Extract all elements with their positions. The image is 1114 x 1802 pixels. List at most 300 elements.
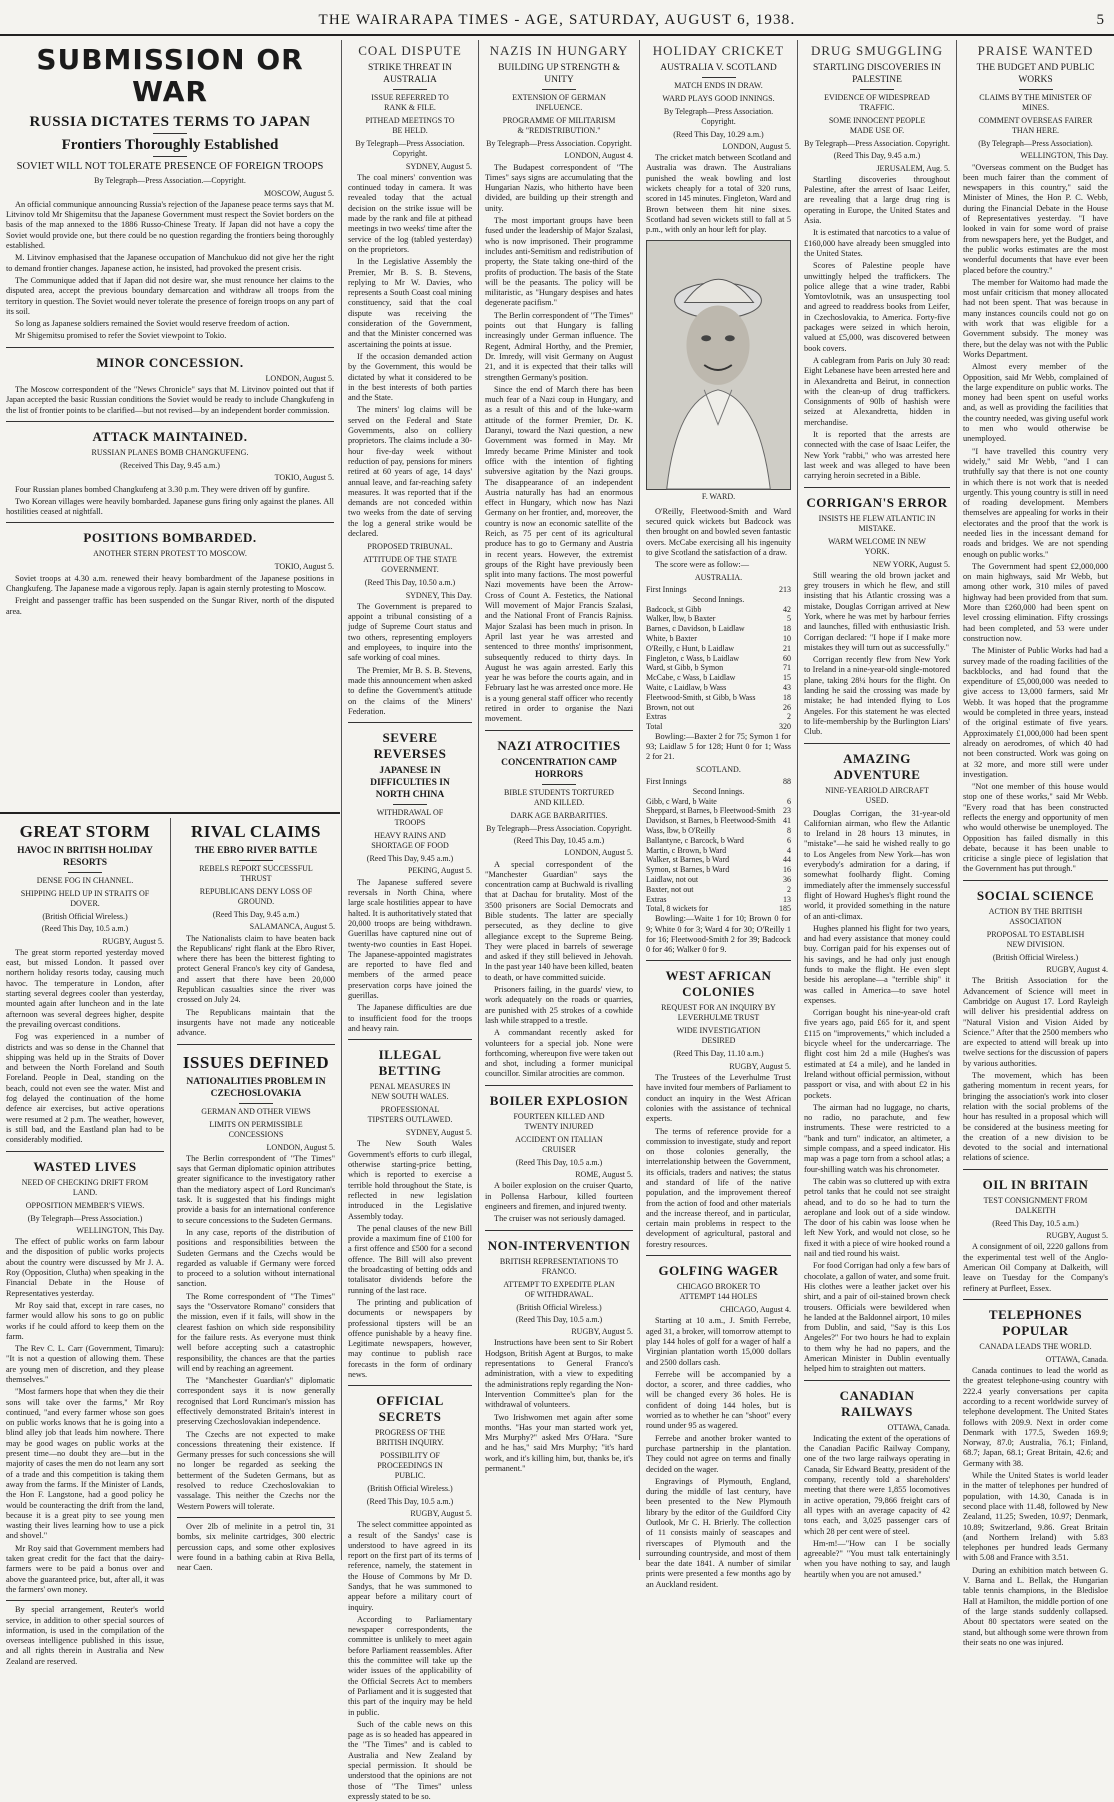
paragraph: Hughes planned his flight for two years, and had every assistance that money could buy. Corrigan paid for his expenses out of his savings, and he had only just enough funds to make the flight. He even slept beside his aeroplane—a "terrible ship" it was called in America—to save hotel expenses. [804, 923, 950, 1005]
paragraph: A special correspondent of the "Manchester Guardian" says the concentration camp at Buchwald is rivalling that at Dachau for brutality. Most of the 3500 prisoners are Social Democrats and Bible students. The latter are specially persecuted, as they decline to give allegiance except to the Supreme Being. They were placed in barrels of sewerage and asked if they still believed in Jehovah. In the past year 140 have been killed, beaten to death, or have committed suicide. [485, 859, 633, 982]
deck: WIDE INVESTIGATION DESIRED [676, 1026, 761, 1046]
paragraph: Mr Roy said that Government members had taken great credit for the fact that the dairy-farmers were to be paid a bonus over and above the guaranteed price, but, after all, it was the farmers' own money. [6, 1543, 164, 1594]
paragraph: Four Russian planes bombed Changkufeng at 3.30 p.m. They were driven off by gunfire. [15, 484, 310, 494]
batsman: Gibb, c Ward, b Waite [646, 796, 717, 806]
deck: SOVIET WILL NOT TOLERATE PRESENCE OF FOREIGN TROOPS [16, 161, 324, 173]
received: (Reed This Day, 10.45 a.m.) [513, 835, 605, 845]
deck: WARD PLAYS GOOD INNINGS. [662, 94, 775, 103]
paragraph: A commandant recently asked for volunteers for a special job. None were forthcoming, whereupon five were taken out and shot, including a former municipal councillor. Similar atrocities are common. [485, 1028, 633, 1079]
dateline: OTTAWA, Canada. [887, 1422, 950, 1432]
photo-cricketer [646, 240, 791, 490]
byline: By Telegraph—Press Association.—Copyright. [94, 176, 246, 186]
table-row [646, 836, 791, 846]
runs: 60 [783, 653, 791, 663]
dateline: LONDON, August 5. [265, 373, 334, 383]
table-row [646, 806, 791, 816]
batsman: Waite, c Laidlaw, b Wass [646, 682, 727, 692]
deck: RUSSIAN PLANES BOMB CHANGKUFENG. [91, 447, 249, 457]
table-row [646, 634, 791, 644]
paragraph: Over 2lb of melinite in a petrol tin, 31 bombs, six melinite cartridges, 300 electric percussion caps, and some other explosives were found in a bathing cabin at Riva Bella, near Caen. [177, 1521, 335, 1573]
headline: BOILER EXPLOSION [489, 1092, 629, 1108]
deck: REPUBLICANS DENY LOSS OF GROUND. [199, 887, 313, 906]
paragraph: The Premier, Mr B. S. B. Stevens, made this announcement when asked to define the Government's attitude on the claims of the Miners' Federation. [348, 665, 472, 716]
received: (Reed This Day, 10.5 a.m.) [515, 1314, 603, 1324]
headline: AMAZING ADVENTURE [833, 750, 921, 782]
paragraph: It is reported that the arrests are connected with the case of Isaac Leifer, the New York "rabbi," who was arrested here last week and was alleged to have been carrying heroin secreted in a Bible. [804, 430, 950, 481]
batsman: Ward, st Gibb, b Symon [646, 663, 724, 673]
dateline: JERUSALEM, Aug. 5. [876, 163, 950, 173]
paragraph: Ferrebe and another broker wanted to purchase partnership in the plantation. They could not agree on terms and finally decided on the wager. [646, 1433, 791, 1474]
innings-heading: Second Innings. [692, 786, 745, 796]
batsman: Baxter, not out [646, 884, 694, 894]
batsman: Fleetwood-Smith, st Gibb, b Wass [646, 692, 756, 702]
table-row [646, 605, 791, 615]
paragraph: "Overseas comment on the Budget has been much fairer than the comment of newspapers in this country," said the Minister of Mines, the Hon P. C. Webb, during the Financial Debate in the House of Representatives yesterday. "I have looked in vain for some word of praise from newspapers here, yet the Budget, and the public works estimates are the most wonderful documents that have ever been placed before the country." [963, 162, 1108, 275]
dateline: OTTAWA, Canada. [1045, 1354, 1108, 1364]
story-official-secrets [348, 1385, 472, 1802]
runs: 36 [783, 875, 791, 885]
headline: OIL IN BRITAIN [982, 1176, 1089, 1192]
batsman: Martin, c Brown, b Ward [646, 845, 727, 855]
deck: REBELS REPORT SUCCESSFUL THRUST [199, 864, 313, 883]
deck: TEST CONSIGNMENT FROM DALKEITH [983, 1195, 1088, 1215]
story-attack-maintained [6, 421, 334, 517]
table-row [646, 722, 791, 732]
dateline: WELLINGTON, This Day. [76, 1225, 164, 1235]
headline: WEST AFRICAN COLONIES [665, 968, 772, 1000]
total-value: 320 [779, 722, 791, 732]
deck: BUILDING UP STRENGTH & UNITY [498, 63, 620, 85]
page-number: 5 [1096, 12, 1104, 28]
paragraph: "Most farmers hope that when they die their sons will take over the farms," Mr Roy continued, "and every farmer whose son goes on public works knows that he is going into a blind alley job that leads him nowhere. There may be good wages on public works at the present time—no doubt they are—but in the majority of cases the men do not learn any sort of a trade and this competition is taking them away from the farms. If the Minister of Lands, the Hon F. Langstone, had a good policy he would be counteracting the drift from the land, because it is a great pity to see young men wasting their lives learning how to use a pick and shovel." [6, 1387, 164, 1541]
paragraph: If the occasion demanded action by the Government, this would be dictated by what it considered to be in the best interests of both parties and the State. [348, 351, 472, 403]
scorecard-scotland [646, 777, 791, 914]
paragraph: Bowling:—Baxter 2 for 75; Symon 1 for 93; Laidlaw 5 for 128; Hunt 0 for 1; Wass 2 for 21. [646, 731, 791, 762]
paragraph: A consignment of oil, 2220 gallons from the experimental test well of the Anglo-American Oil Company at Dalkeith, will leave on Tuesday for the Company's refinery at Purfleet, Essex. [963, 1242, 1108, 1293]
paragraph: The score were as follow:— [655, 560, 749, 570]
headline: NAZIS IN HUNGARY [489, 43, 629, 58]
received: (Reed This Day, 10.5 a.m.) [992, 1218, 1079, 1228]
dateline: LONDON, August 5. [266, 1142, 335, 1152]
paragraph: Instructions have been sent to Sir Robert Hodgson, British Agent at Burgos, to make representations to General Franco's administration, with a view to expediting the administrations reply regarding the Non-Intervention Committee's plan for the withdrawal of volunteers. [485, 1338, 633, 1410]
dateline: WELLINGTON, This Day. [1020, 151, 1108, 161]
story-positions-bombarded [6, 522, 334, 616]
paragraph: The Trustees of the Leverhulme Trust have invited four members of Parliament to conduct an inquiry in the West African colonies with the assistance of technical experts. [646, 1073, 791, 1124]
headline: ATTACK MAINTAINED. [92, 428, 248, 444]
paragraph: According to Parliamentary newspaper correspondents, the committee is unlikely to meet again before Parliament reassembles. After this the committee will take up the wider issues of the applicability of the Official Secrets Act to members of Parliament and it is suggested that this part of the inquiry may be held in public. [348, 1614, 472, 1717]
batsman: McCabe, c Wass, b Laidlaw [646, 673, 736, 683]
deck: MATCH ENDS IN DRAW. [674, 81, 763, 90]
column-2-bottom [171, 818, 341, 1573]
paragraph: The Budapest correspondent of "The Times" says signs are accumulating that the Hungarian Nazis, who hitherto have been divided, are building up their strength and unity. [485, 162, 633, 213]
paragraph: Mr Shigemitsu promised to refer the Soviet viewpoint to Tokio. [15, 331, 227, 341]
deck: CLAIMS BY THE MINISTER OF MINES. [979, 93, 1092, 112]
runs: 10 [783, 633, 791, 643]
paragraph: Prisoners failing, in the guards' view, to work adequately on the roads or quarries, are punished with 25 strokes of a cowhide lash while strapped to a trestle. [485, 985, 633, 1025]
batsman: Badcock, st Gibb [646, 604, 702, 614]
dateline: LONDON, August 4. [564, 151, 633, 161]
paragraph: The cabin was so cluttered up with extra petrol tanks that he could not see straight ahead, and to do so he had to turn the aeroplane and look out of a side window. The door of his cabin was loose when he left New York, and would not close, so he fixed it with a piece of wire hooked round a nail and tied round his waist. [804, 1176, 950, 1259]
paragraph: The airman had no luggage, no charts, no radio, no parachute, and few instruments. These were restricted to a "bank and turn" indicator, an altimeter, a simple compass, and a speed indicator. His map was a page torn from a school atlas; a four-shilling watch was his chronometer. [804, 1102, 950, 1174]
column-3 [342, 40, 478, 1801]
table-row [646, 712, 791, 722]
paragraph: Engravings of Plymouth, England, during the middle of last century, have been presented to the New Plymouth library by the editor of the Guildford City Outlook, Mr C. H. Brierly. The collection of 11 consists mainly of seascapes and riverscapes of Plymouth and the surrounding countryside, and most of them bear the date 1841. A number of similar prints were presented a few months ago by an Auckland resident. [646, 1476, 791, 1589]
deck: BIBLE STUDENTS TORTURED AND KILLED. [504, 787, 614, 807]
deck: ACCIDENT ON ITALIAN CRUISER [515, 1134, 603, 1154]
dateline: CHICAGO, August 4. [719, 1305, 791, 1315]
deck: COMMENT OVERSEAS FAIRER THAN HERE. [978, 116, 1093, 135]
story-wasted-lives [6, 1151, 164, 1596]
deck: SHIPPING HELD UP IN STRAITS OF DOVER. [20, 889, 150, 908]
deck: REQUEST FOR AN INQUIRY BY LEVERHULME TRUST [661, 1003, 776, 1023]
paragraph: Scores of Palestine people have unwittingly helped the traffickers. The police allege that a wine trader, Rabbi Yomtovlotnik, was an unsuspecting tool and agreed to readdress books from Leifer, in Czechoslovakia, to America. Forty-five packages were seized in which heroin, valued at £5,000, was discovered between book covers. [804, 261, 950, 353]
story-boiler-explosion [485, 1085, 633, 1225]
table-row [646, 797, 791, 807]
byline: (British Official Wireless.) [992, 952, 1079, 962]
story-severe-reverses [348, 722, 472, 1034]
runs: 4 [787, 845, 791, 855]
runs: 16 [783, 865, 791, 875]
deck: AUSTRALIA V. SCOTLAND [660, 63, 777, 73]
received: (Reed This Day, 10.5 a.m.) [515, 1157, 603, 1167]
paragraph: The Berlin correspondent of "The Times" points out that Hungary is falling increasingly under German influence. The Regent, Admiral Horthy, and the Premier, Dr. Imredy, will visit Germany on August 21, and it is expected that their talks will strengthen Germany's position. [485, 310, 633, 382]
paragraph: The cruiser was not seriously damaged. [494, 1214, 626, 1224]
dateline: SYDNEY, August 5. [405, 1128, 472, 1138]
headline: PRAISE WANTED [977, 43, 1094, 58]
received: (Reed This Day, 11.10 a.m.) [673, 1049, 764, 1059]
runs: 5 [787, 614, 791, 624]
masthead [0, 0, 1114, 36]
received: (Reed This Day, 9.45 a.m.) [366, 854, 454, 864]
column-7 [957, 40, 1114, 1647]
byline: (By Telegraph—Press Association.) [27, 1213, 143, 1223]
story-praise-wanted [963, 43, 1108, 875]
byline: By Telegraph—Press Association. Copyright. [486, 823, 632, 833]
paragraph: The Nationalists claim to have beaten back the Republicans' right flank at the Ebro River, where there has been the bitterest fighting to protect General Franco's key city of Gandesa, and assert that there have been 20,000 Republican casualties since the river was crossed on July 24. [177, 933, 335, 1005]
deck: BRITISH REPRESENTATIONS TO FRANCO. [499, 1256, 619, 1276]
story-west-african-colonies [646, 960, 791, 1250]
batsman: Brown, not out [646, 702, 695, 712]
table-row [646, 885, 791, 895]
received: (Received This Day, 9.45 a.m.) [120, 460, 220, 470]
deck: THE EBRO RIVER BATTLE [194, 846, 318, 856]
batsman: Davidson, st Barnes, b Fleetwood-Smith [646, 816, 776, 826]
deck: EVIDENCE OF WIDESPREAD TRAFFIC. [824, 93, 930, 112]
headline: ISSUES DEFINED [182, 1052, 330, 1072]
table-row [646, 585, 791, 595]
dateline: RUGBY, August 5. [729, 1061, 791, 1071]
headline: POSITIONS BOMBARDED. [83, 530, 257, 546]
paragraph: While the United States is world leader in the matter of telephones per hundred of population, with 14.30, Canada is in second place with 11.48, followed by New Zealand, 11.25; Sweden, 10.97; Denmark, 10.89; Switzerland, 9.86. Great Britain (and Northern Ireland) with 5.83 telephones per hundred leads Germany with 5.08 and France with 3.51. [963, 1471, 1108, 1563]
table-row [646, 673, 791, 683]
headline: HOLIDAY CRICKET [652, 43, 785, 58]
paragraph: The Government had spent £2,000,000 on main highways, said Mr Webb, but among other work, 310 miles of paved highway had been provided from that sum. More than £260,000 had been spent on level crossing elimination. Fifty crossings had been completed, and 53 were under construction now. [963, 561, 1108, 643]
byline: (By Telegraph—Press Association). [978, 139, 1093, 148]
deck: PROGRESS OF THE BRITISH INQUIRY. [374, 1428, 446, 1448]
headline: GOLFING WAGER [658, 1263, 779, 1279]
paragraph: The Republicans maintain that the insurgents have not made any noticeable advance. [177, 1007, 335, 1038]
deck: CONCENTRATION CAMP HORRORS [501, 757, 617, 780]
headline: NON-INTERVENTION [487, 1237, 631, 1253]
team-heading: SCOTLAND. [696, 764, 741, 774]
deck: HAVOC IN BRITISH HOLIDAY RESORTS [17, 846, 153, 868]
received: (Reed This Day, 10.5 a.m.) [366, 1496, 454, 1506]
byline: By Telegraph—Press Association. Copyright. [663, 107, 774, 127]
innings-heading: Second Innings. [692, 594, 745, 604]
story-non-intervention [485, 1230, 633, 1475]
paragraph: M. Litvinov emphasised that the Japanese occupation of Manchukuo did not give her the right to demand frontier changes. Japanese action, he insisted, had provoked the present crisis. [6, 253, 334, 273]
paragraph: The most important groups have been fused under the leadership of Major Szalasi, who is now imprisoned. Their programme includes anti-Semitism and redistribution of property, the State taking one-third of the profits of production. The basis of the State will be the peasants. The policy will be militaristic, as "Hungary despises and hates degenerate pacifism." [485, 216, 633, 308]
deck: ATTEMPT TO EXPEDITE PLAN OF WITHDRAWAL. [503, 1279, 615, 1299]
paragraph: Starting at 10 a.m., J. Smith Ferrebe, aged 31, a broker, will tomorrow attempt to play 144 holes of golf for a wager of half a Virginian plantation worth 15,000 dollars and 2500 dollars cash. [646, 1316, 791, 1367]
dateline: TOKIO, August 5. [274, 473, 334, 483]
table-row [646, 683, 791, 693]
deck: STARTLING DISCOVERIES IN PALESTINE [813, 63, 941, 85]
table-row [646, 826, 791, 836]
runs: 13 [783, 894, 791, 904]
story-oil-in-britain [963, 1169, 1108, 1294]
paragraph: The Japanese difficulties are due to insufficient food for the troops and heavy rain. [348, 1003, 472, 1033]
batsman: Extras [646, 894, 667, 904]
batsman: White, b Baxter [646, 633, 697, 643]
paragraph: Hm-m!—"How can I be socially agreeable?" "You must talk entertainingly when you have nothing to say, and laugh heartily when you are not amused." [804, 1538, 950, 1579]
story-corrigans-error [804, 487, 950, 738]
table-row [646, 846, 791, 856]
batsman: Walker, st Barnes, b Ward [646, 855, 730, 865]
paragraph: Fog was experienced in a number of districts and was so dense in the Channel that shipping was held up in the Straits of Dover and between the North Foreland and South Foreland. People in Deal, standing on the beach, could not even see the water. Mist and fog delayed the continuation of the home defence air exercises, but active operations were resumed at 2 p.m. The weather, however, is still bad, and the Eastland plan had to be considerably modified. [6, 1032, 164, 1145]
paragraph: The coal miners' convention was continued today in camera. It was revealed today that the actual decision on the strike issue will be made by the rank and file at pithead meetings in two weeks' time after the service of the log (tabled yesterday) on the proprietors. [348, 172, 472, 254]
deck: GERMAN AND OTHER VIEWS [201, 1106, 311, 1116]
dateline: RUGBY, August 5. [1046, 1231, 1108, 1241]
deck: DENSE FOG IN CHANNEL. [36, 876, 134, 885]
paragraph: The great storm reported yesterday moved east, but missed London. It passed over northern holiday resorts today, causing much havoc. The temperature in London, after starting several degrees cooler than yesterday, mounted again after luncheon and in the late afternoon was several degrees higher, despite the prevailing overcast conditions. [6, 947, 164, 1029]
deck: LIMITS ON PERMISSIBLE CONCESSIONS [209, 1119, 303, 1139]
table-row [646, 816, 791, 826]
byline: (British Official Wireless.) [42, 912, 128, 921]
dateline: SYDNEY, August 5. [405, 161, 472, 171]
table-row [646, 787, 791, 797]
batsman: Walker, lbw, b Baxter [646, 614, 716, 624]
runs: 88 [783, 777, 791, 787]
table-row [646, 904, 791, 914]
runs: 44 [783, 855, 791, 865]
paragraph: It is estimated that narcotics to a value of £160,000 have already been smuggled into the United States. [804, 228, 950, 258]
headline: CANADIAN RAILWAYS [839, 1387, 915, 1419]
paragraph: The movement, which has been gathering momentum in recent years, for bringing the association's work into closer relation with the social problems of the hour has resulted in a proposal which will be considered at the business meeting for the creation of a new division to be devoted to the social and international relations of science. [963, 1071, 1108, 1163]
photo-caption: F. WARD. [701, 491, 736, 501]
paragraph: Indicating the extent of the operations of the Canadian Pacific Railway Company, one of the two large railways operating in Canada, Sir Edward Beatty, president of the company, recently told a shareholders' meeting that there were 1,855 locomotives in active operation, 79,866 freight cars of all types with an average capacity of 42 tons each, and 3,025 passenger cars of which 28 per cent were of steel. [804, 1433, 950, 1536]
paragraph: The British Association for the Advancement of Science will meet in Cambridge on August 17. Lord Rayleigh will deliver his presidential address on "Natural Vision and Vision Aided by Science." After that the 2500 members who are expected to attend will break up into twelve sections for the discussion of papers by various authorities. [963, 976, 1108, 1068]
headline: SOCIAL SCIENCE [976, 887, 1095, 903]
deck: JAPANESE IN DIFFICULTIES IN NORTH CHINA [370, 766, 450, 801]
total-label: Total [646, 722, 663, 732]
received: (Reed This Day, 10.50 a.m.) [364, 578, 456, 588]
paragraph: The penal clauses of the new Bill provide a maximum fine of £100 for a first offence and £500 for a second offence. The Bill will also prevent the broadcasting of betting odds and totalisator dividends before the running of the last race. [348, 1223, 472, 1295]
deck: STRIKE THREAT IN AUSTRALIA [367, 63, 453, 85]
runs: 8 [787, 826, 791, 836]
scorecard-australia [646, 585, 791, 732]
runs: 26 [783, 702, 791, 712]
paragraph: O'Reilly, Fleetwood-Smith and Ward secured quick wickets but Badcock was then brought on and bowled seven fantastic overs. McCabe exercising all his ingenuity to give Scotland the satisfaction of a draw. [646, 506, 791, 558]
dateline: RUGBY, August 4. [1046, 965, 1108, 975]
paragraph: For food Corrigan had only a few bars of chocolate, a gallon of water, and some fruit. His clothes were a leather jacket over his shirt, and a pair of oil-stained brown check trousers. Officials were bewildered when he landed at the Baldonnel airport, 10 miles from Dublin, and said, "Say is this Los Angeles?" For two hours he had to explain to them why he had no papers, and the American Minister in Dublin eventually helped him to straighten out matters. [804, 1261, 950, 1374]
byline: By Telegraph—Press Association. Copyright. [355, 139, 465, 159]
paragraph: The Berlin correspondent of "The Times" says that German diplomatic opinion attributes greater significance to the investigatory rather than the mediatory aspect of Lord Runciman's task. It is suggested that his findings might provide a basis for an international conference to secure concessions to the Sudeten Germans. [177, 1153, 335, 1225]
paragraph: The Czechs are not expected to make concessions threatening their existence. If Germany presses for such concessions she will no longer be regarded as seeking the betterment of the Sudeten Germans, but as resolved to reduce Czechoslovakian to vassalage. This neither the Czechs nor the Western Powers will tolerate. [177, 1429, 335, 1511]
headline: RIVAL CLAIMS [191, 822, 321, 841]
paragraph: In any case, reports of the distribution of positions and responsibilities between the Sudeten Germans and the Czechs would be regarded as valuable if Germany were forced to proceed to a solution without international sanction. [177, 1227, 335, 1289]
deck: WITHDRAWAL OF TROOPS [376, 808, 444, 828]
deck: RUSSIA DICTATES TERMS TO JAPAN [29, 114, 311, 130]
runs: 6 [787, 835, 791, 845]
story-issues-defined [177, 1044, 335, 1512]
column-1-bottom [0, 818, 170, 1666]
paragraph: The Japanese suffered severe reversals in North China, where large scale hostilities appear to have halted. It is authoritatively stated that 20,000 troops are being withdrawn. Guerillas have captured nine out of twenty-two counties in East Hopei. The Japanese-appointed magistrates are reported to have fled and members of the armed peace preservation corps have joined the guerillas. [348, 877, 472, 1000]
headline: SEVERE REVERSES [373, 730, 447, 762]
runs: 6 [787, 796, 791, 806]
paragraph: By special arrangement, Reuter's world service, in addition to other special sources of information, is used in the compilation of the overseas intelligence published in this issue, and all rights therein in Australia and New Zealand are reserved. [6, 1605, 164, 1666]
runs: 41 [783, 816, 791, 826]
paragraph: Mr Roy said that, except in rare cases, no farmer would allow his sons to go on public works if he could afford to keep them on the farm. [6, 1300, 164, 1341]
paragraph: The effect of public works on farm labour and the disposition of public works projects about the country were discussed by Mr J. A. Roy (Opposition, Clutha) when speaking in the Financial Debate in the House of Representatives yesterday. [6, 1237, 164, 1298]
dateline: LONDON, August 5. [722, 141, 791, 151]
deck: CANADA LEADS THE WORLD. [979, 1341, 1092, 1351]
dateline: RUGBY, August 5. [410, 1508, 472, 1518]
story-great-storm [6, 822, 164, 1146]
dateline: RUGBY, August 5. [102, 936, 164, 946]
deck: WARM WELCOME IN NEW YORK. [828, 536, 926, 556]
dateline: PEKING, August 5. [407, 866, 472, 876]
story-holiday-cricket [646, 43, 791, 955]
deck: ACTION BY THE BRITISH ASSOCIATION [988, 906, 1083, 926]
story-melinite-note [177, 1517, 335, 1573]
deck: SOME INNOCENT PEOPLE MADE USE OF. [828, 116, 926, 135]
total-label: Total, 8 wickets for [646, 904, 709, 914]
paragraph: The Government is prepared to appoint a tribunal consisting of a judge of Supreme Court status and two others, representing employers and employees, to inquire into the safe working of coal mines. [348, 601, 472, 663]
table-row [646, 895, 791, 905]
batsman: First Innings [646, 777, 687, 787]
story-golfing-wager [646, 1255, 791, 1590]
deck: POSSIBILITY OF PROCEEDINGS IN PUBLIC. [377, 1451, 443, 1481]
story-nazis-in-hungary [485, 43, 633, 725]
paragraph: So long as Japanese soldiers remained the Soviet would reserve freedom of action. [15, 319, 290, 329]
team-heading: AUSTRALIA. [694, 572, 743, 582]
headline: MINOR CONCESSION. [96, 354, 244, 370]
story-illegal-betting [348, 1039, 472, 1380]
paragraph: The printing and publication of documents or newspapers by professional tipsters will be an offence punishable by a heavy fine. Legitimate newspapers, however, may continue to publish race forecasts in the form of ordinary news. [348, 1297, 472, 1380]
paragraph: The Moscow correspondent of the "News Chronicle" says that M. Litvinov pointed out that if Japan accepted the basic Russian conditions the Soviet would be ready to include Changkufeng in the list of frontier points to be clarified—but not revised—by an independent border commission. [6, 385, 334, 415]
paragraph: The Rome correspondent of "The Times" says the "Osservatore Romano" considers that the mission, even if it fails, will show in the clearest fashion on which side responsibility for the failure rests. As everyone must think well before accepting such a catastrophic responsibility, the chances are that the parties will end by reaching an agreement. [177, 1291, 335, 1373]
story-telephones-popular [963, 1299, 1108, 1648]
story-coal-dispute [348, 43, 472, 717]
table-row [646, 663, 791, 673]
paragraph: The Minister of Public Works had had a survey made of the roading facilities of the backblocks, and had found that the expenditure of £5,000,000 was needed to give access to 13,000 farmers, said Mr Webb. It was hoped that the programme would be completed in three years, instead of the original estimate of five years. Approximately £1,000,000 had been spent already on aerodromes, of which 40 had not been constructed. Work was going on at 32 more, and more still were under investigation. [963, 646, 1108, 779]
deck: OPPOSITION MEMBER'S VIEWS. [25, 1200, 145, 1210]
story-nazi-atrocities [485, 730, 633, 1080]
paragraph: The "Manchester Guardian's" diplomatic correspondent says it is now generally recognised that Lord Runciman's mission has effectively demonstrated Britain's interest in preserving Czechoslovakian independence. [177, 1376, 335, 1427]
runs: 43 [783, 682, 791, 692]
batsman: Laidlaw, not out [646, 875, 699, 885]
story-amazing-adventure [804, 743, 950, 1375]
story-minor-concession [6, 347, 334, 416]
table-row [646, 865, 791, 875]
paragraph: The cricket match between Scotland and Australia was drawn. The Australians punished the weak bowling and lost wickets cheaply for a total of 320 runs, scored in 145 minutes. Fingleton, Ward and Brown between them hit nine sixes. Scotland had seven wickets still to fall at 5 p.m., with only an hour left for play. [646, 153, 791, 235]
paragraph: An official communique announcing Russia's rejection of the Japanese peace terms says that M. Litvinov told Mr Shigemitsu that the Japanese Government must respect the Soviet borders on the basis of the map annexed to the 1886 Russo-Chinese Treaty. If Japan did not have a copy the Soviet would provide one, but there could be no question regarding the frontiers being thoroughly established. [6, 199, 334, 251]
table-row [646, 875, 791, 885]
received: (Reed This Day, 9.45 a.m.) [833, 151, 921, 161]
paragraph: Two Korean villages were heavily bombarded. Japanese guns firing only against the planes. All hostilities ceased at nightfall. [6, 496, 334, 517]
story-canadian-railways [804, 1380, 950, 1580]
byline: (British Official Wireless.) [367, 1484, 453, 1494]
batsman: Barnes, c Davidson, b Laidlaw [646, 624, 745, 634]
paragraph: The member for Waitomo had made the most unfair criticism that money allocated had not been spent. That was because in many instances councils could not go on with work that was eligible for a Government subsidy. The money was there, but the delay was not with the Public Works Department. [963, 277, 1108, 359]
column-1-top [0, 40, 340, 810]
paragraph: Soviet troops at 4.30 a.m. renewed their heavy bombardment of the Japanese positions in Changkufeng. The Japanese made a vigorous reply. Japan is again sternly protesting to Moscow. [6, 573, 334, 594]
received: (Reed This Day, 9.45 a.m.) [212, 910, 300, 919]
deck: ISSUE REFERRED TO RANK & FILE. [371, 93, 449, 112]
paragraph: A boiler explosion on the cruiser Quarto, in Pollensa Harbour, killed fourteen engineers and firemen, and injured twenty. [485, 1181, 633, 1211]
runs: 18 [783, 624, 791, 634]
paragraph: Two Irishwomen met again after some months. "Has your man started work yet, Mrs Murphy?" asked Mrs O'Hara. "Sure and he has," said Mrs Murphy; "it's hard work, and it's killing him, but, thanks be, it's permanent." [485, 1412, 633, 1473]
deck: PENAL MEASURES IN NEW SOUTH WALES. [369, 1082, 451, 1102]
story-submission-or-war [6, 44, 334, 342]
batsman: First Innings [646, 584, 687, 594]
column-6 [798, 40, 956, 1579]
paragraph: Freight and passenger traffic has been suspended on the Sungar River, north of the disputed area. [6, 596, 334, 616]
deck: ATTITUDE OF THE STATE GOVERNMENT. [363, 555, 457, 575]
paragraph: Such of the cable news on this page as is so headed has appeared in the "The Times" and is cabled to Australia and New Zealand by special permission. It should be understood that the opinions are not those of "The Times" unless expressly stated to be so. [348, 1719, 472, 1801]
table-row [646, 693, 791, 703]
headline: ILLEGAL BETTING [378, 1047, 442, 1079]
deck: FOURTEEN KILLED AND TWENTY INJURED [513, 1111, 605, 1131]
story-drug-smuggling [804, 43, 950, 482]
paragraph: The Communique added that if Japan did not desire war, she must renounce her claims to the disputed area, accept the previous boundary demarcation and withdraw all troops from the territory in question. The Soviet would never tolerate the presence of foreign troops on any part of its soil. [6, 275, 334, 316]
table-row [646, 777, 791, 787]
dateline: MOSCOW, August 5. [264, 188, 334, 198]
paragraph: The miners' log claims will be served on the Federal and State Governments, also on colliery proprietors. The claims include a 30-hour five-day week without reduction of pay, pensions for miners retired at 60 years of age, 14 days' annual leave, and far-reaching safety measures. It was reported that if the demands are not conceded within two weeks from the date of serving the log a general strike would be declared. [348, 405, 472, 538]
batsman: Fingleton, c Wass, b Laidlaw [646, 653, 739, 663]
deck: PITHEAD MEETINGS TO BE HELD. [365, 116, 455, 135]
headline: WASTED LIVES [33, 1158, 137, 1174]
paragraph: The terms of reference provide for a commission to investigate, study and report on those colonies generally, the interrelationship between the Government, its officials, traders and natives; the status and standard of life of the native population, and the improvement thereof from the action of food and other materials and the increase thereof, and in particular, certain main problems in respect to the development of agricultural, pastoral and forestry resources. [646, 1126, 791, 1249]
batsman: Sheppard, st Barnes, b Fleetwood-Smith [646, 806, 776, 816]
runs: 18 [783, 692, 791, 702]
byline: By Telegraph—Press Association. Copyright. [486, 139, 632, 148]
runs: 71 [783, 663, 791, 673]
deck: Frontiers Thoroughly Established [61, 137, 279, 153]
table-row [646, 855, 791, 865]
runs: 213 [779, 584, 791, 594]
dateline: TOKIO, August 5. [274, 562, 334, 572]
paragraph: "I have travelled this country very widely," said Mr Webb, "and I can truthfully say that there is not one county in which there is not work that is needed urgently. This young country is still in need of roading development. Members themselves are appealing for works in their electorates and the proof that the work is needed lies in the incessant demand for roads and bridges. We are not spending enough on public works." [963, 446, 1108, 559]
dateline: ROME, August 5. [575, 1170, 633, 1180]
batsman: Symon, st Barnes, b Ward [646, 865, 730, 875]
dateline: SALAMANCA, August 5. [249, 922, 335, 932]
byline: (British Official Wireless.) [516, 1302, 602, 1312]
paragraph: The select committee appointed as a result of the Sandys' case is understood to have agreed in its report on the first part of its terms of reference, namely, the statement in the House of Commons by Mr D. Sandys, that he was summoned to appear before a military court of inquiry. [348, 1520, 472, 1612]
headline: DRUG SMUGGLING [810, 43, 944, 58]
dateline: RUGBY, August 5. [571, 1327, 633, 1337]
paragraph: Corrigan recently flew from New York to Ireland in a nine-year-old single-motored plane, taking 28¼ hours for the flight. On landing he said the crossing was made by mistake; he had intended flying to Los Angeles. For this statement he was elected to life-membership by the Burlington Liars' Club. [804, 655, 950, 737]
batsman: Wass, lbw, b O'Reilly [646, 826, 715, 836]
table-row [646, 703, 791, 713]
batsman: Extras [646, 712, 667, 722]
runs: 23 [783, 806, 791, 816]
masthead-title: THE WAIRARAPA TIMES - AGE, SATURDAY, AUGUST 6, 1938. [318, 12, 796, 28]
paragraph: Since the end of March there has been much fear of a Nazi coup in Hungary, and as a result of this and of the luke-warm attitude of the former Premier, Dr. K. Daranyi, toward the Nazi question, a new Government was formed in May. Mr Imredy became Prime Minister and took office with the intention of fighting subversive agitation by the Nazi groups. The disappearance of an independent Austria naturally has had an enormous effect in Hungary, which now has Nazi Germany on her frontier, and, moreover, the country is now an economic satellite of the Reich, as 75 per cent of its agricultural produce has to go to Germany and Austria in recent years. However, the extremist groups of the Right have previously been split into many factions. The most powerful Nazi movements have been the Arrow-Cross of Count A. Festetics, the National Will movement of Major Francis Szalasi, and the National Front of Francis Rajniss. Major Szalasi has been much in prison. In April last year he was arrested and sentenced to three months' imprisonment, subsequently reduced to thirty days. In August he was again arrested. Early this year he was before the courts again, and in February last he was arrested once more. He is a young general staff officer who recently retired in order to organise the Nazi movement. [485, 384, 633, 724]
batsman: O'Reilly, c Hunt, b Laidlaw [646, 643, 735, 653]
paragraph: During an exhibition match between G. V. Barna and L. Bellak, the Hungarian table tennis champions, in the Bledisloe Hall at Hamilton, the middle portion of one of the large stands suddenly collapsed. About 80 spectators were seated on the stand, but although some were thrown from their seats no one was injured. [963, 1565, 1108, 1647]
